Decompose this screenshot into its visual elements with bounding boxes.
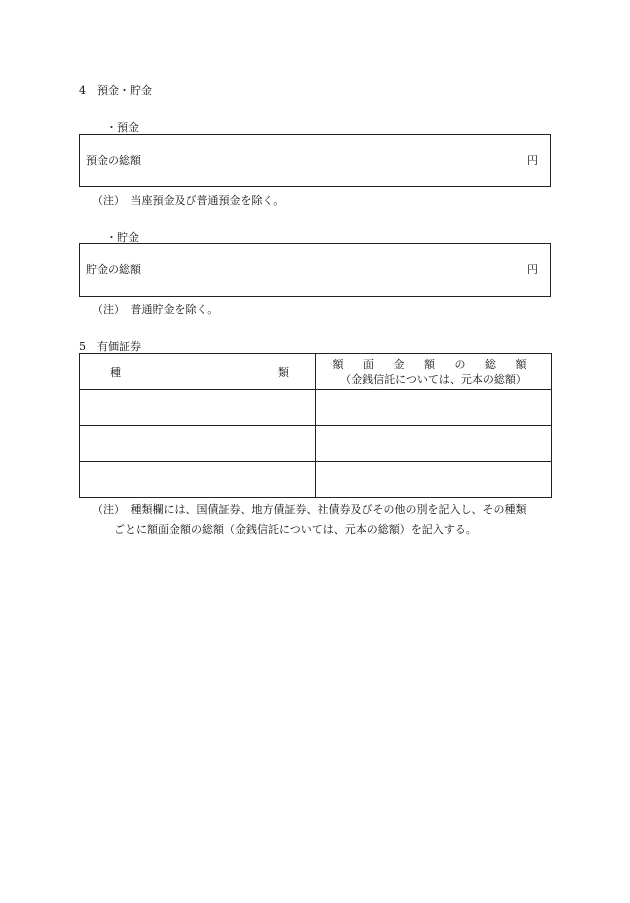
face-value-cell[interactable] [316, 390, 552, 426]
face-value-cell[interactable] [316, 426, 552, 462]
face-value-cell[interactable] [316, 462, 552, 498]
kind-cell[interactable] [80, 462, 316, 498]
savings-total-label: 貯金の総額 [86, 263, 141, 276]
savings-total-box [79, 243, 551, 297]
deposit-subheading: ・預金 [106, 121, 139, 134]
face-value-header-line2: （金銭信託については、元本の総額） [340, 372, 527, 386]
face-value-header [316, 354, 552, 390]
section4-heading: 4 預金・貯金 [79, 84, 152, 97]
deposit-total-box [79, 134, 551, 187]
securities-note [92, 500, 552, 540]
securities-note-line1: （注） 種類欄には、国債証券、地方債証券、社債券及びその他の別を記入し、その種類 [92, 503, 527, 516]
kind-header-right: 類 [278, 365, 289, 379]
kind-cell[interactable] [80, 390, 316, 426]
section5-heading: 5 有価証券 [79, 340, 141, 353]
face-value-header-line1: 額 面 金 額 の 総 額 [332, 357, 535, 371]
securities-table [79, 353, 552, 498]
table-row [80, 462, 552, 498]
table-row [80, 390, 552, 426]
kind-header-left: 種 [110, 365, 121, 379]
securities-note-line2: ごとに額面金額の総額（金銭信託については、元本の総額）を記入する。 [114, 523, 477, 536]
kind-header [80, 354, 316, 390]
deposit-yen-unit: 円 [527, 154, 538, 167]
savings-yen-unit: 円 [527, 263, 538, 276]
kind-cell[interactable] [80, 426, 316, 462]
table-row [80, 426, 552, 462]
deposit-note: （注） 当座預金及び普通預金を除く。 [92, 194, 285, 207]
savings-note: （注） 普通貯金を除く。 [92, 303, 219, 316]
savings-subheading: ・貯金 [106, 231, 139, 244]
deposit-total-label: 預金の総額 [86, 154, 141, 167]
table-header-row [80, 354, 552, 390]
